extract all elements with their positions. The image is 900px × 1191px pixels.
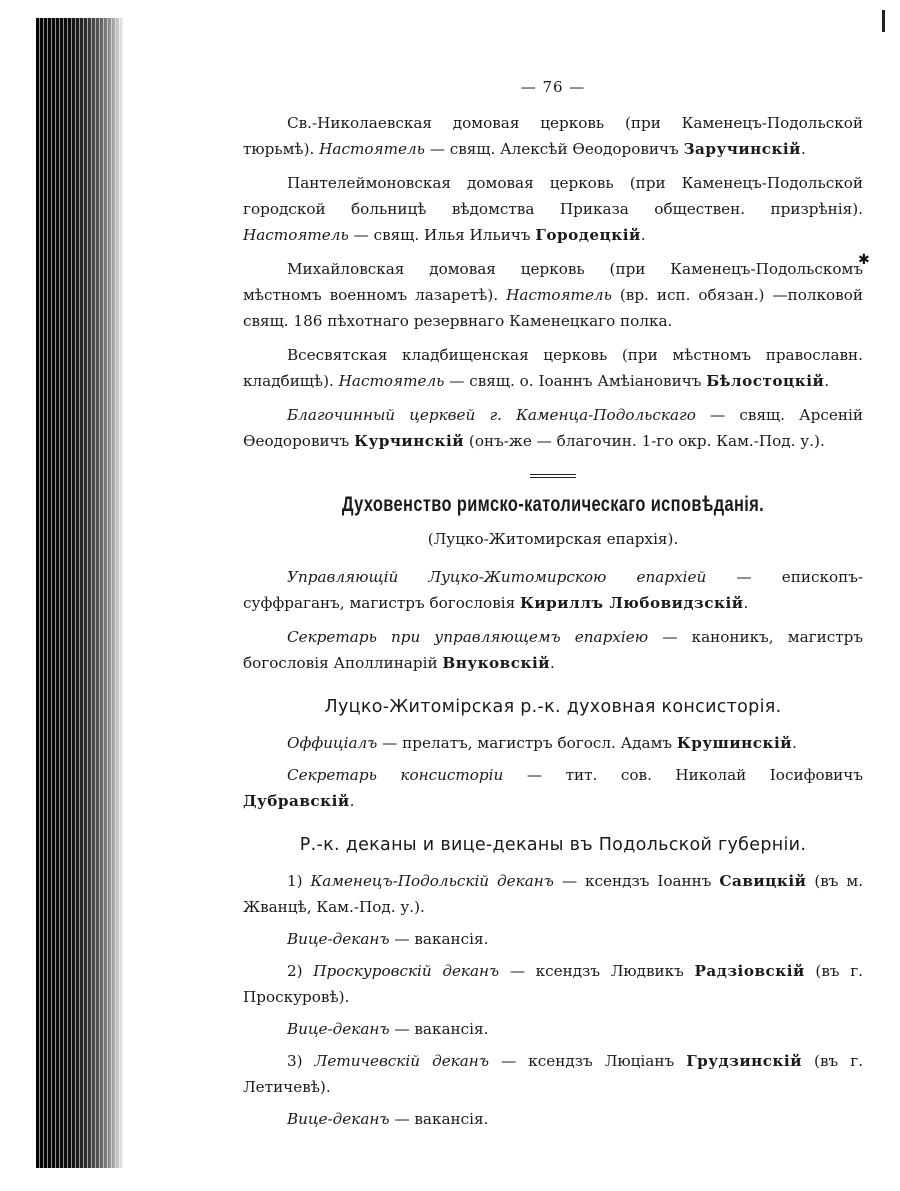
book-spine-shadow [36,18,124,1168]
section-divider [530,474,576,478]
entry-tail: . [349,792,355,810]
entry-name: Крушинскій [676,734,792,752]
entry-role: Секретарь при управляющемъ епархіею [287,628,649,646]
entry-rest: — свящ. о. Іоаннъ Амѣіановичъ [449,372,702,390]
entry-rest: — свящ. Алексѣй Ѳеодоровичъ [429,140,679,158]
catholic-subheading: (Луцко-Житомирская епархія). [427,530,679,548]
entry-name: Внуковскій [442,654,550,672]
entry-tail: (онъ-же — благочин. 1-го окр. Кам.-Под. у.). [468,432,825,450]
margin-blot: ✱ [858,252,870,268]
page-body [243,74,863,1138]
vice-dean-3 [243,1106,863,1132]
entry-tail: . [640,226,646,244]
dean-number: 3) [287,1052,303,1070]
entry-name: Городецкій [535,226,641,244]
entry-role: Каменецъ-Подольскій деканъ [310,872,554,890]
entry-blagochinny [243,402,863,454]
entry-rest: — свящ. Арсеній Ѳеодоровичъ [243,406,864,450]
entry-role: Оффиціалъ [287,734,378,752]
entry-rest: — вакансія. [394,1020,489,1038]
entry-name: Грудзинскій [686,1052,802,1070]
entry-tail: . [824,372,830,390]
entry-rest: — тит. сов. Николай Іосифовичъ [526,766,863,784]
deans-heading: Р.-к. деканы и вице-деканы въ Подольской губерніи. [299,835,807,855]
entry-role: Секретарь консисторіи [287,766,504,784]
entry-intro: Всесвятская кладбищенская церковь (при мѣстномъ православн. кладбищѣ). [243,346,863,390]
entry-name: Савицкій [719,872,807,890]
entry-intro: Михайловская домовая церковь (при Каменецъ-Подольскомъ мѣстномъ военномъ лазаретѣ). [243,260,863,304]
entry-rest: — вакансія. [394,1110,489,1128]
entry-rest: — ксендзъ Люціанъ [501,1052,675,1070]
entry-intro: Пантелеймоновская домовая церковь (при Каменецъ-Подольской городской больницѣ вѣдомства Приказа обществен. призрѣнія). [243,174,863,218]
entry-role: Настоятель [338,372,445,390]
entry-rest: — каноникъ, магистръ богословія Аполлинарій [243,628,864,672]
entry-rest: — прелатъ, магистръ богосл. Адамъ [382,734,673,752]
entry-tail: (въ г. Проскуровѣ). [243,962,863,1006]
vice-dean-1 [243,926,863,952]
dean-item-1 [243,868,863,920]
entry-role: Благочинный церквей г. Каменца-Подольскаго [287,406,696,424]
entry-intro: Св.-Николаевская домовая церковь (при Каменецъ-Подольской тюрьмѣ). [243,114,863,158]
dean-item-3 [243,1048,863,1100]
entry-role: Вице-деканъ [287,930,390,948]
entry-rest: — свящ. Илья Ильичъ [353,226,531,244]
entry-role: Проскуровскій деканъ [313,962,500,980]
entry-role: Вице-деканъ [287,1020,390,1038]
consistory-heading: Луцко-Житомірская р.-к. духовная консисторія. [324,697,782,717]
entry-name: Заручинскій [683,140,801,158]
entry-secretary-consistory [243,762,863,814]
entry-tail: . [800,140,806,158]
catholic-heading: Духовенство римско-католическаго исповѣданія. [341,493,765,516]
entry-tail: (въ г. Летичевѣ). [243,1052,864,1096]
vice-dean-2 [243,1016,863,1042]
entry-rest: — ксендзъ Людвикъ [509,962,684,980]
entry-tail: . [549,654,555,672]
entry-rest: — вакансія. [394,930,489,948]
entry-name: Бѣлостоцкій [706,372,825,390]
entry-name: Кириллъ Любовидзскій [520,594,744,612]
entry-role: Настоятель [506,286,612,304]
dean-number: 2) [287,962,303,980]
entry-tail: (въ м. Жванцѣ, Кам.-Под. у.). [243,872,864,916]
corner-mark [882,10,885,32]
entry-nikolaevskaya [243,110,863,162]
entry-tail: . [743,594,749,612]
entry-role: Летичевскій деканъ [314,1052,489,1070]
entry-mikhailovskaya [243,256,863,334]
entry-role: Настоятель [319,140,425,158]
entry-vsesvyatskaya [243,342,863,394]
entry-manager [243,564,863,616]
entry-name: Радзіовскій [694,962,805,980]
entry-panteleimonovskaya [243,170,863,248]
page-number: — 76 — [520,78,586,96]
entry-tail: . [792,734,797,752]
entry-rest: — ксендзъ Іоаннъ [561,872,712,890]
entry-role: Вице-деканъ [287,1110,390,1128]
entry-name: Курчинскій [354,432,465,450]
entry-official [243,730,863,756]
entry-secretary-eparchy [243,624,863,676]
entry-rest: — епископъ-суффраганъ, магистръ богословія [243,568,863,612]
dean-number: 1) [287,872,303,890]
entry-role: Настоятель [243,226,349,244]
dean-item-2 [243,958,863,1010]
entry-role: Управляющій Луцко-Житомирскою епархіей [287,568,707,586]
entry-rest: (вр. исп. обязан.) —полковой свящ. 186 пѣхотнаго резервнаго Каменецкаго полка. [243,286,863,330]
entry-name: Дубравскій [243,792,350,810]
